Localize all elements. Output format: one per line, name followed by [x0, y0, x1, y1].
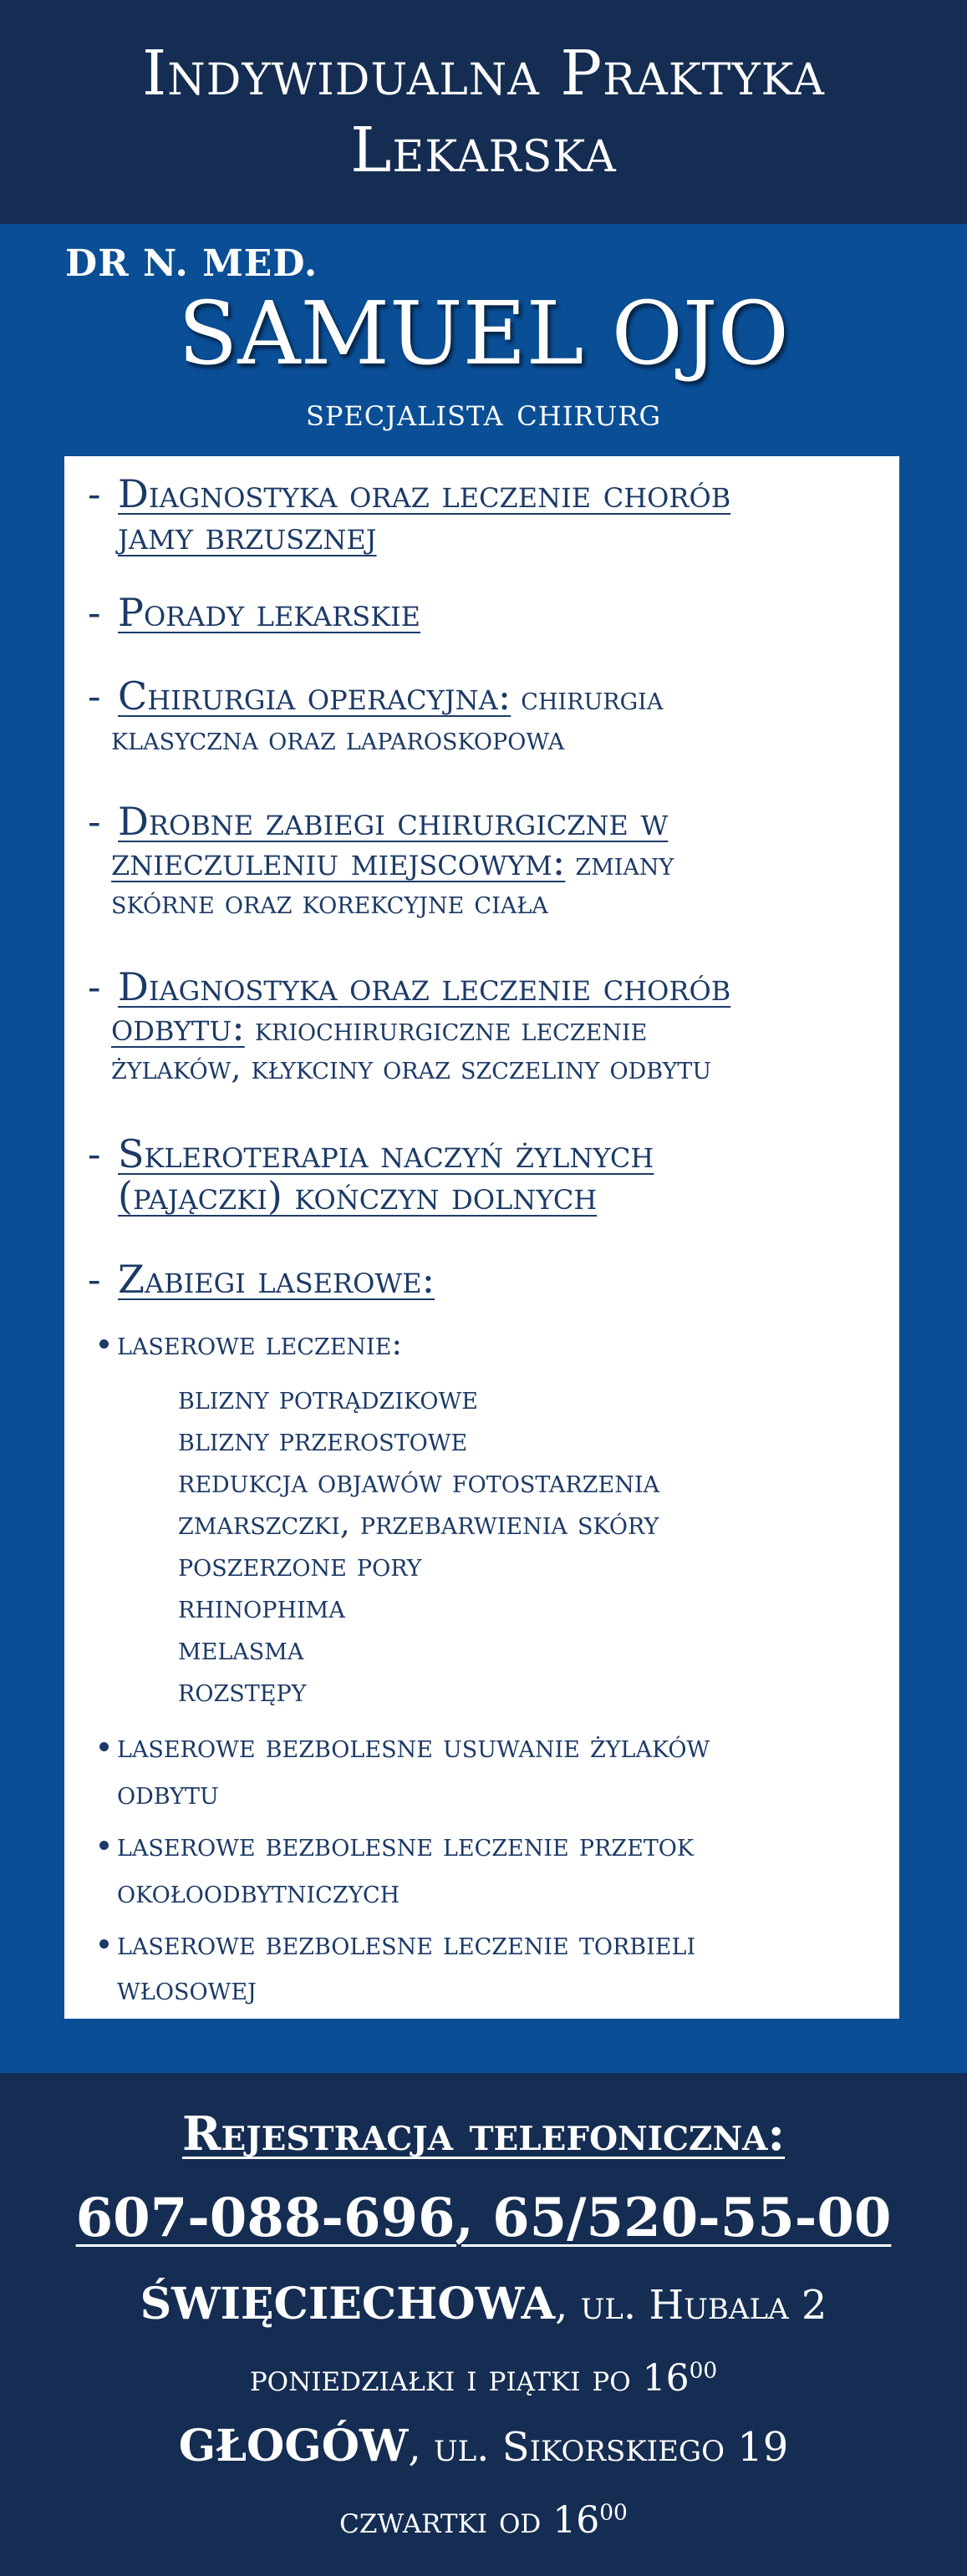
service-dash: -	[88, 673, 101, 719]
header-title-line-2: Lekarska	[350, 114, 617, 186]
laser-bullet-label: odbytu	[117, 1775, 219, 1811]
service-heading: Zabiegi laserowe:	[118, 1257, 435, 1302]
header-banner	[0, 0, 967, 224]
laser-treatment-item: poszerzone pory	[178, 1547, 422, 1583]
service-dash: -	[88, 1131, 101, 1176]
bullet-dot-icon	[99, 1742, 109, 1751]
service-detail: chirurgia	[511, 680, 664, 717]
services-panel	[64, 456, 899, 2019]
laser-bullet-label: laserowe bezbolesne usuwanie żylaków	[117, 1728, 710, 1765]
service-heading: Skleroterapia naczyń żylnych	[118, 1131, 654, 1176]
laser-bullet-label: okołoodbytniczych	[117, 1873, 400, 1910]
service-detail: kriochirurgiczne leczenie	[244, 1011, 648, 1048]
location-hours: poniedziałki i piątki po $16^{00}$	[249, 2357, 718, 2400]
registration-label: Rejestracja telefoniczna:	[181, 2106, 786, 2162]
bullet-dot-icon	[99, 1841, 109, 1850]
location-street: , ul. Sikorskiego 19	[408, 2424, 789, 2471]
bullet-dot-icon	[99, 1939, 109, 1949]
service-heading: (pajączki) kończyn dolnych	[118, 1173, 598, 1218]
laser-bullet	[99, 1728, 710, 1811]
service-heading: Diagnostyka oraz leczenie chorób	[118, 471, 731, 516]
service-heading: Chirurgia operacyjna:	[118, 673, 511, 719]
laser-bullet-label: laserowe leczenie:	[117, 1325, 403, 1362]
contact-section	[0, 2073, 967, 2576]
laser-treatment-item: blizny potrądzikowe	[178, 1379, 478, 1416]
laser-treatment-item: redukcja objawów fotostarzenia	[178, 1463, 659, 1500]
doctor-specialty: specjalista chirurg	[305, 389, 662, 434]
service-dash: -	[88, 590, 101, 635]
service-dash: -	[88, 471, 101, 516]
doctor-section	[0, 224, 967, 2073]
laser-bullet	[99, 1827, 694, 1910]
location-address	[0, 2279, 967, 2330]
laser-bullet	[99, 1325, 402, 1362]
location-hours: czwartki od $16^{00}$	[339, 2499, 628, 2542]
service-heading: odbytu:	[111, 1004, 245, 1049]
doctor-name: SAMUEL OJO	[178, 282, 789, 384]
service-detail: skórne oraz korekcyjne ciała	[111, 884, 548, 921]
bullet-dot-icon	[99, 1339, 109, 1349]
location-street: , ul. Hubala 2	[555, 2282, 827, 2329]
phone-numbers: 607-088-696, 65/520-55-00	[75, 2187, 892, 2249]
laser-treatment-item: rhinophima	[178, 1588, 345, 1625]
laser-bullet-label: włosowej	[117, 1970, 257, 2007]
service-heading: jamy brzusznej	[118, 513, 377, 558]
doctor-degree: DR N. MED.	[65, 242, 318, 285]
laser-bullet-label: laserowe bezbolesne leczenie przetok	[117, 1827, 695, 1863]
service-dash: -	[88, 1257, 101, 1302]
location-city: GŁOGÓW	[178, 2421, 409, 2472]
laser-treatment-item: zmarszczki, przebarwienia skóry	[178, 1505, 659, 1542]
service-heading: Diagnostyka oraz leczenie chorób	[118, 964, 731, 1009]
laser-treatment-list	[178, 1377, 659, 1711]
location-address	[0, 2421, 967, 2472]
service-heading: Porady lekarskie	[118, 590, 421, 635]
service-dash: -	[88, 799, 101, 844]
laser-bullet-label: laserowe bezbolesne leczenie torbieli	[117, 1925, 696, 1962]
service-heading: Drobne zabiegi chirurgiczne w	[118, 799, 669, 844]
laser-treatment-item: melasma	[178, 1630, 304, 1667]
laser-treatment-item: rozstępy	[178, 1672, 307, 1709]
service-detail: żylaków, kłykciny oraz szczeliny odbytu	[111, 1049, 712, 1086]
service-heading: znieczuleniu miejscowym:	[111, 839, 566, 884]
service-detail: klasyczna oraz laparoskopowa	[111, 720, 565, 757]
service-detail: zmiany	[565, 846, 674, 882]
laser-bullet	[99, 1925, 695, 2007]
header-title-line-1: Indywidualna Praktyka	[142, 38, 825, 109]
laser-treatment-item: blizny przerostowe	[178, 1421, 468, 1458]
service-dash: -	[88, 964, 101, 1009]
location-city: ŚWIĘCIECHOWA	[140, 2279, 556, 2330]
